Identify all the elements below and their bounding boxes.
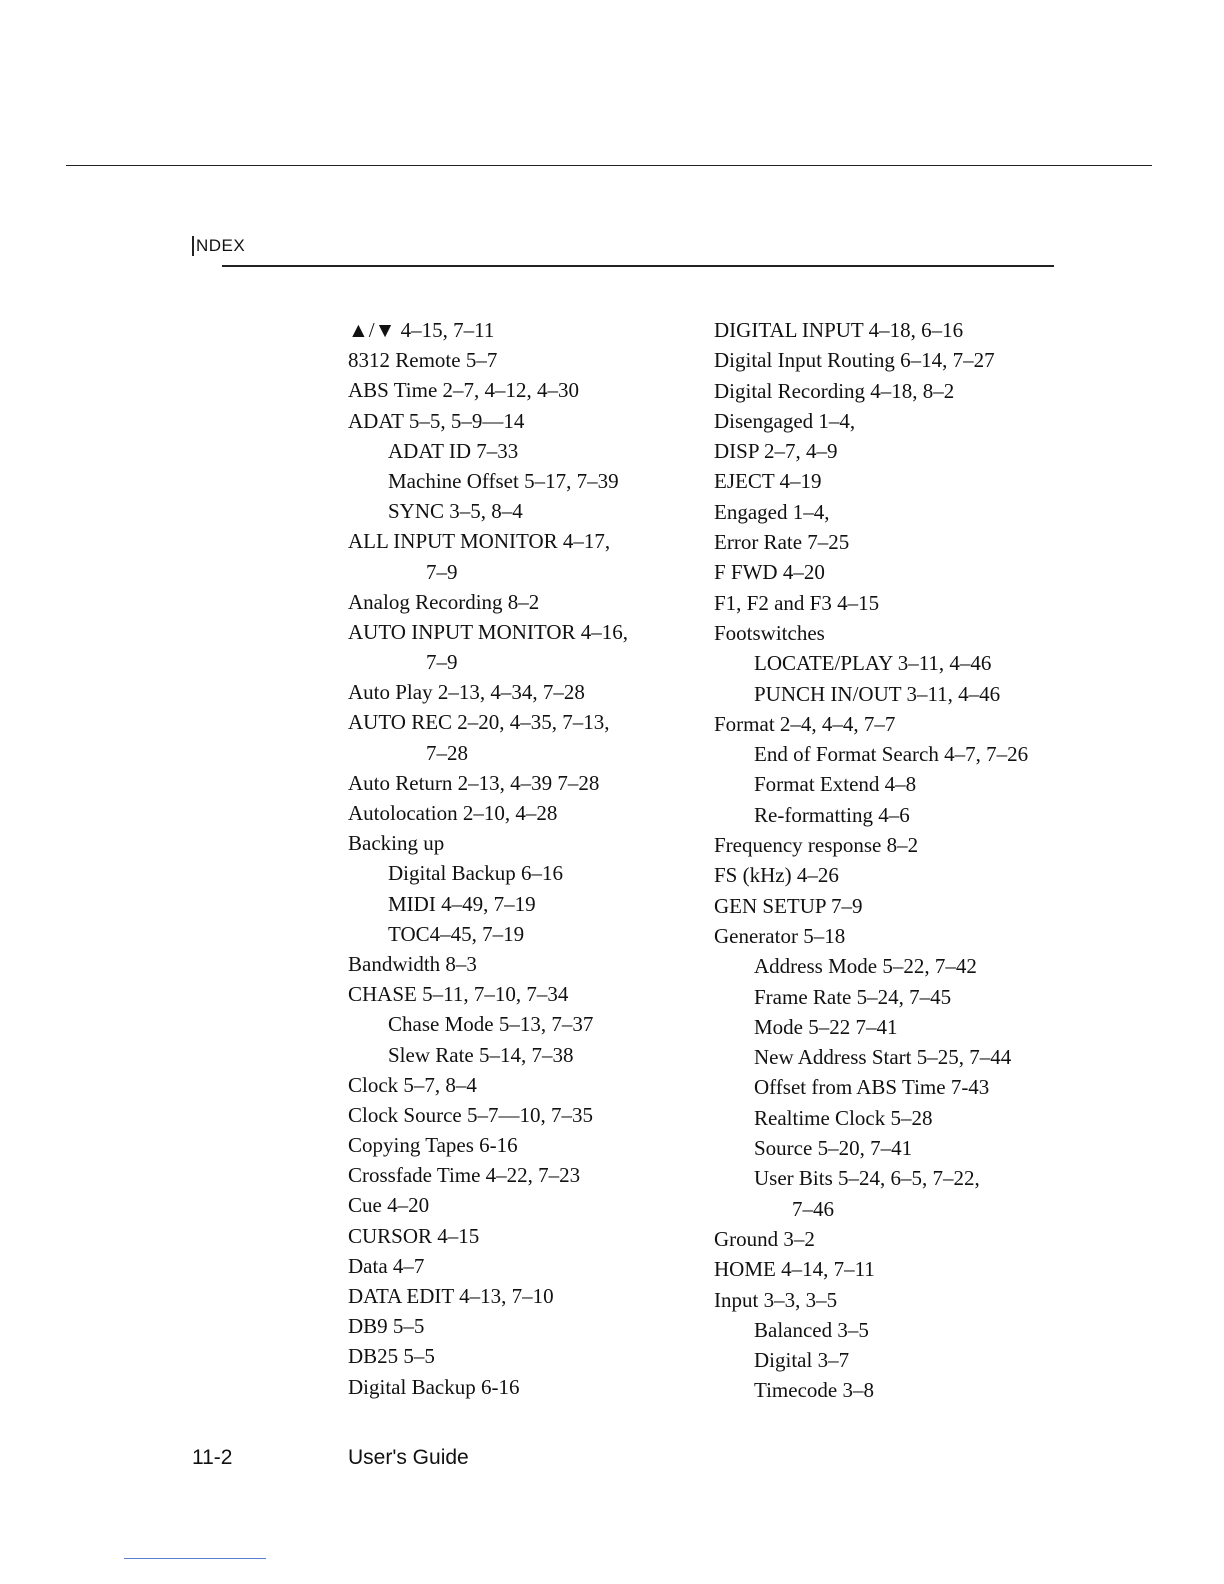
- index-entry: Clock Source 5–7—10, 7–35: [348, 1102, 593, 1127]
- index-subentry: Realtime Clock 5–28: [754, 1105, 933, 1130]
- index-subentry: MIDI 4–49, 7–19: [388, 891, 536, 916]
- index-entry: DISP 2–7, 4–9: [714, 439, 838, 464]
- index-entry: Ground 3–2: [714, 1226, 815, 1251]
- index-entry: DB25 5–5: [348, 1344, 435, 1369]
- index-entry: Data 4–7: [348, 1253, 425, 1278]
- index-entry: ALL INPUT MONITOR 4–17,: [348, 529, 611, 554]
- index-entry: Copying Tapes 6-16: [348, 1133, 518, 1158]
- index-entry: Format 2–4, 4–4, 7–7: [714, 711, 896, 736]
- index-subentry: Address Mode 5–22, 7–42: [754, 954, 977, 979]
- index-subentry: SYNC 3–5, 8–4: [388, 499, 523, 524]
- index-entry: Digital Recording 4–18, 8–2: [714, 378, 955, 403]
- index-entry-continuation: 7–9: [426, 650, 458, 675]
- section-label: [192, 236, 245, 256]
- index-subentry: Mode 5–22 7–41: [754, 1014, 898, 1039]
- index-entry: Error Rate 7–25: [714, 530, 850, 555]
- index-subentry: User Bits 5–24, 6–5, 7–22,: [754, 1166, 980, 1191]
- bottom-rule: [124, 1558, 266, 1559]
- index-entry: Autolocation 2–10, 4–28: [348, 801, 558, 825]
- index-entry: Analog Recording 8–2: [348, 589, 540, 614]
- index-entry: ADAT 5–5, 5–9—14: [348, 408, 525, 433]
- index-subentry: Frame Rate 5–24, 7–45: [754, 984, 952, 1009]
- index-entry: ▲/▼ 4–15, 7–11: [348, 318, 495, 342]
- guide-title: User's Guide: [348, 1446, 469, 1469]
- index-entry: Auto Play 2–13, 4–34, 7–28: [348, 680, 585, 705]
- index-subentry: Digital Backup 6–16: [388, 861, 563, 886]
- index-entry-continuation: 7–46: [792, 1196, 834, 1221]
- index-subentry: Format Extend 4–8: [754, 772, 917, 797]
- index-subentry: Slew Rate 5–14, 7–38: [388, 1042, 574, 1067]
- top-rule: [66, 165, 1152, 166]
- index-subentry: Source 5–20, 7–41: [754, 1136, 913, 1161]
- index-column-right: [714, 315, 1114, 1406]
- index-entry: AUTO REC 2–20, 4–35, 7–13,: [348, 710, 610, 735]
- index-entry: DATA EDIT 4–13, 7–10: [348, 1284, 554, 1308]
- index-entry: Auto Return 2–13, 4–39 7–28: [348, 770, 600, 795]
- index-entry: Frequency response 8–2: [714, 833, 919, 858]
- section-label-text: NDEX: [196, 236, 246, 255]
- index-entry-continuation: 7–28: [426, 740, 468, 765]
- index-entry: F FWD 4–20: [714, 560, 825, 585]
- index-subentry: Timecode 3–8: [754, 1378, 874, 1403]
- index-entry: EJECT 4–19: [714, 469, 822, 494]
- index-entry: Cue 4–20: [348, 1193, 430, 1218]
- index-subentry: Offset from ABS Time 7-43: [754, 1075, 990, 1100]
- index-entry: ABS Time 2–7, 4–12, 4–30: [348, 378, 580, 403]
- index-entry: Clock 5–7, 8–4: [348, 1072, 477, 1097]
- index-entry: DIGITAL INPUT 4–18, 6–16: [714, 318, 964, 342]
- index-entry: Backing up: [348, 831, 445, 856]
- section-label-bar: [192, 236, 194, 256]
- index-entry: DB9 5–5: [348, 1314, 425, 1339]
- index-entry-continuation: 7–9: [426, 559, 458, 584]
- index-entry: Bandwidth 8–3: [348, 951, 477, 976]
- index-entry: AUTO INPUT MONITOR 4–16,: [348, 619, 629, 644]
- index-entry: Disengaged 1–4,: [714, 408, 856, 433]
- index-entry: Generator 5–18: [714, 923, 846, 948]
- index-entry: GEN SETUP 7–9: [714, 893, 863, 918]
- header-rule: [222, 265, 1054, 267]
- index-subentry: ADAT ID 7–33: [388, 438, 519, 463]
- index-subentry: Digital 3–7: [754, 1348, 850, 1373]
- index-subentry: Machine Offset 5–17, 7–39: [388, 468, 619, 493]
- index-entry: 8312 Remote 5–7: [348, 348, 498, 373]
- index-entry: Input 3–3, 3–5: [714, 1287, 838, 1312]
- index-subentry: New Address Start 5–25, 7–44: [754, 1045, 1012, 1070]
- index-column-left: [348, 315, 678, 1402]
- index-entry: Crossfade Time 4–22, 7–23: [348, 1163, 581, 1188]
- index-subentry: Chase Mode 5–13, 7–37: [388, 1012, 594, 1037]
- index-entry: CURSOR 4–15: [348, 1223, 480, 1248]
- index-entry: Engaged 1–4,: [714, 499, 830, 524]
- index-entry: Footswitches: [714, 620, 825, 645]
- index-entry: HOME 4–14, 7–11: [714, 1257, 875, 1282]
- page-number: 11-2: [192, 1446, 233, 1469]
- index-entry: CHASE 5–11, 7–10, 7–34: [348, 982, 569, 1007]
- index-subentry: Balanced 3–5: [754, 1317, 869, 1342]
- index-entry: Digital Backup 6-16: [348, 1374, 520, 1399]
- index-entry: F1, F2 and F3 4–15: [714, 590, 880, 615]
- index-subentry: PUNCH IN/OUT 3–11, 4–46: [754, 681, 1001, 706]
- index-subentry: End of Format Search 4–7, 7–26: [754, 742, 1029, 767]
- index-subentry: LOCATE/PLAY 3–11, 4–46: [754, 651, 992, 676]
- index-subentry: Re-formatting 4–6: [754, 802, 910, 827]
- index-subentry: TOC4–45, 7–19: [388, 921, 525, 946]
- index-entry: Digital Input Routing 6–14, 7–27: [714, 348, 995, 373]
- index-entry: FS (kHz) 4–26: [714, 863, 839, 888]
